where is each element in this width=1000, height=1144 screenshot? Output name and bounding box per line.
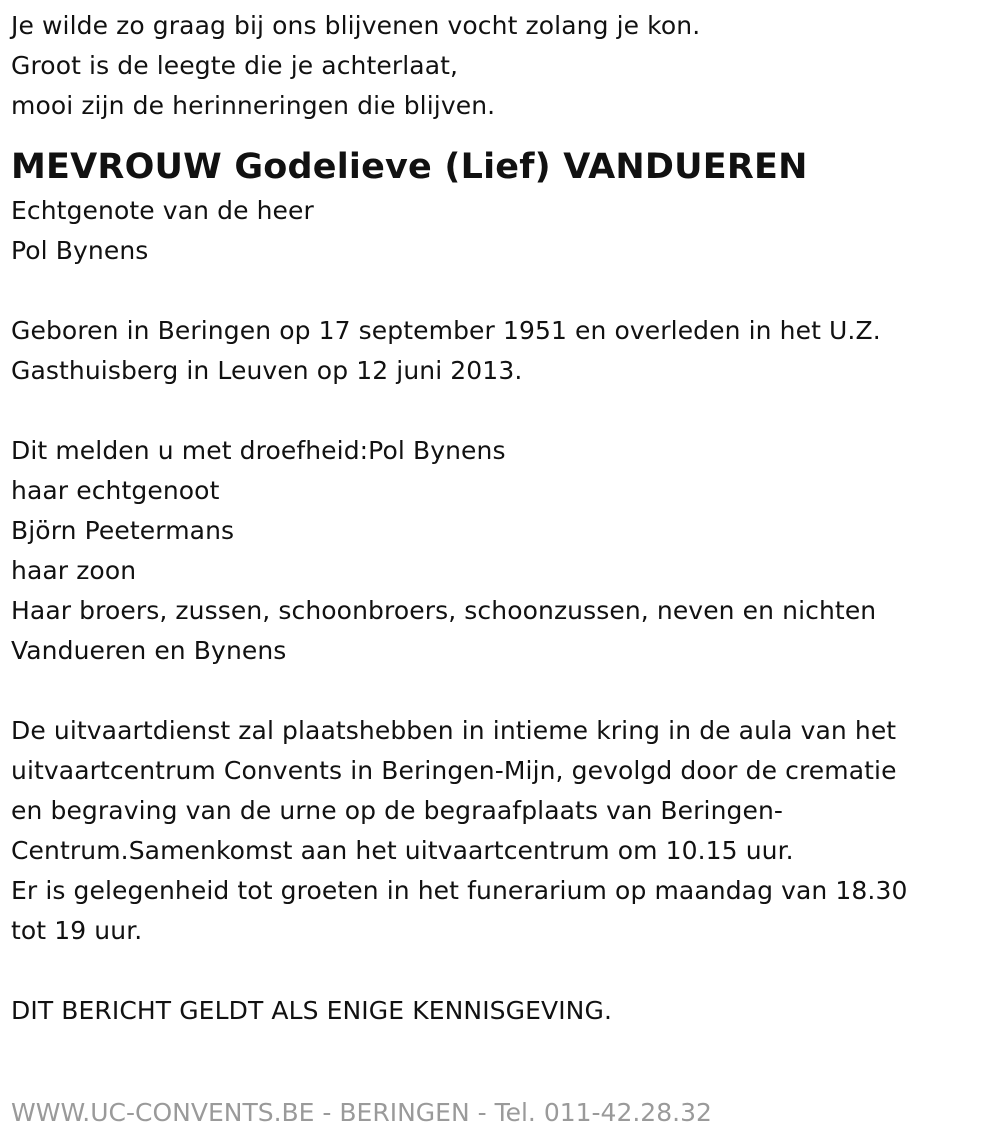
mourners-line: Dit melden u met droefheid:Pol Bynens xyxy=(11,436,506,465)
poem-line: Je wilde zo graag bij ons blijvenen vocht zolang je kon. xyxy=(11,11,701,40)
funeral-line: en begraving van de urne op de begraafplaats van Beringen- xyxy=(11,796,784,825)
mourners-line: Haar broers, zussen, schoonbroers, schoonzussen, neven en nichten xyxy=(11,596,877,625)
mourners-block xyxy=(11,431,991,671)
mourners-line: haar echtgenoot xyxy=(11,476,220,505)
mourners-line: Björn Peetermans xyxy=(11,516,235,545)
spouse-block xyxy=(11,191,991,271)
poem-line: Groot is de leegte die je achterlaat, xyxy=(11,51,459,80)
funeral-line: uitvaartcentrum Convents in Beringen-Mijn, gevolgd door de crematie xyxy=(11,756,897,785)
funeral-line: tot 19 uur. xyxy=(11,916,143,945)
birth-death-block xyxy=(11,311,991,391)
poem-block xyxy=(11,6,991,126)
poem-line: mooi zijn de herinneringen die blijven. xyxy=(11,91,496,120)
birth-death-line: Gasthuisberg in Leuven op 12 juni 2013. xyxy=(11,356,523,385)
funeral-line: Er is gelegenheid tot groeten in het funerarium op maandag van 18.30 xyxy=(11,876,908,905)
funeral-line: Centrum.Samenkomst aan het uitvaartcentrum om 10.15 uur. xyxy=(11,836,794,865)
funeral-line: De uitvaartdienst zal plaatshebben in intieme kring in de aula van het xyxy=(11,716,897,745)
spouse-line: Pol Bynens xyxy=(11,236,149,265)
spouse-line: Echtgenote van de heer xyxy=(11,196,314,225)
funeral-block xyxy=(11,711,991,951)
spacer xyxy=(11,951,991,991)
mourners-line: haar zoon xyxy=(11,556,137,585)
obituary-notice xyxy=(11,6,991,1031)
deceased-name: MEVROUW Godelieve (Lief) VANDUEREN xyxy=(11,147,808,187)
notice-statement: DIT BERICHT GELDT ALS ENIGE KENNISGEVING. xyxy=(11,996,612,1025)
spacer xyxy=(11,671,991,711)
spacer xyxy=(11,391,991,431)
spacer xyxy=(11,271,991,311)
mourners-line: Vandueren en Bynens xyxy=(11,636,287,665)
birth-death-line: Geboren in Beringen op 17 september 1951 en overleden in het U.Z. xyxy=(11,316,881,345)
footer-contact: WWW.UC-CONVENTS.BE - BERINGEN - Tel. 011-42.28.32 xyxy=(11,1098,712,1127)
